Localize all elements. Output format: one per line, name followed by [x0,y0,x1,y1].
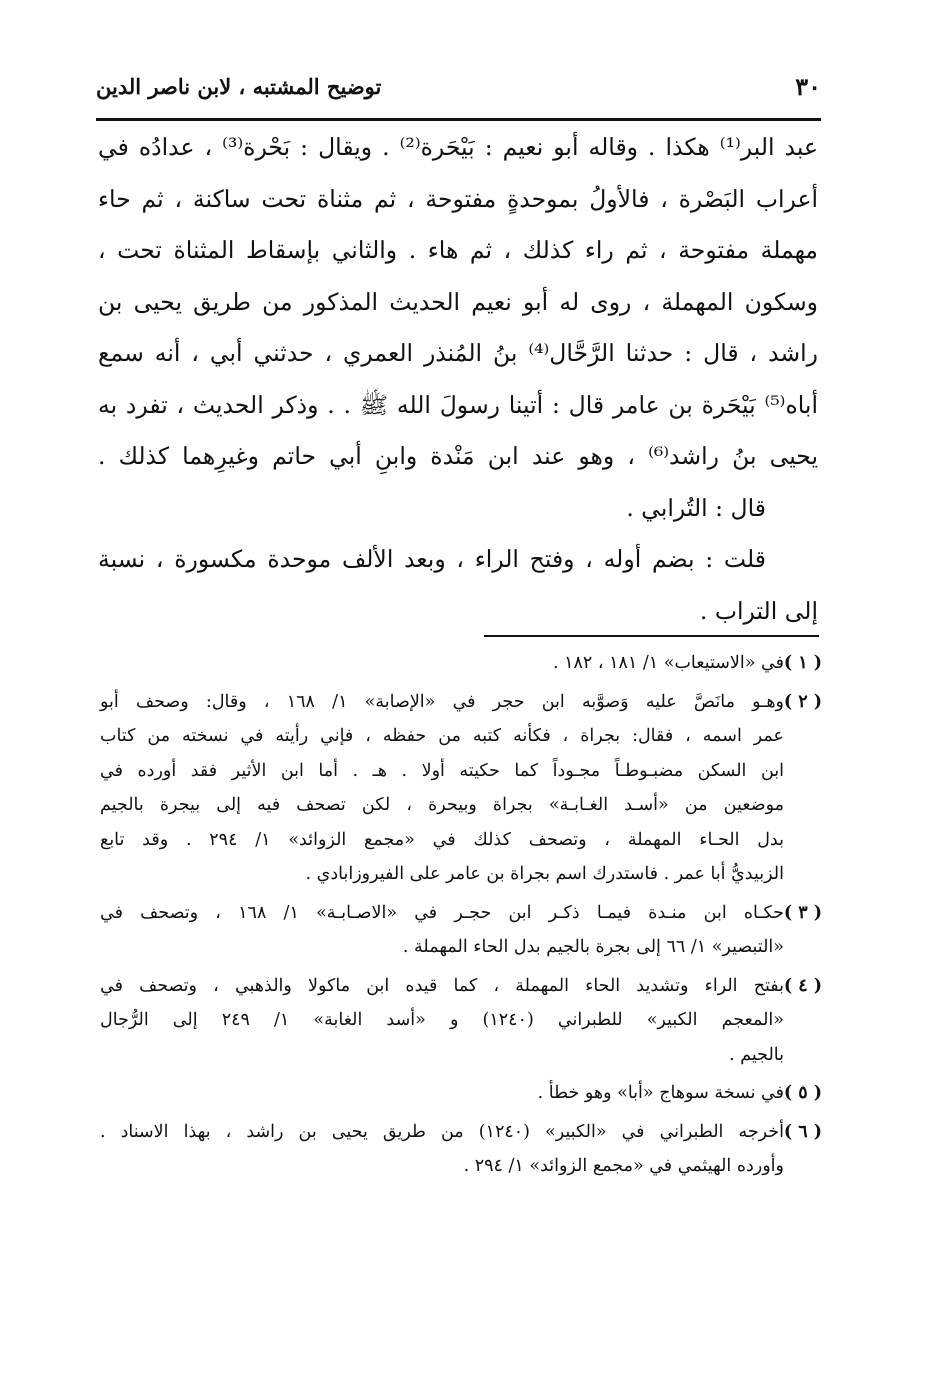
footnote-line: أخرجه الطبراني في «الكبير» (١٢٤٠) من طريق يحيى بن راشد ، بهذا الاسناد . [100,1121,784,1142]
footnotes [100,646,822,1188]
footnote-line: في «الاستيعاب» ١/ ١٨١ ، ١٨٢ . [552,653,784,673]
footnote-number: ( ٣ ) [783,902,822,923]
footnote-2 [100,685,822,892]
footnote-line: «التبصير» ١/ ٦٦ إلى بجرة بالجيم بدل الحاء المهملة . [402,937,784,957]
page-number: ٣٠ [795,72,821,101]
footnote-6 [100,1115,822,1184]
qultu-line: إلى التراب . [699,596,818,625]
footnote-1 [100,646,822,681]
footnote-line: في نسخة سوهاج «أبا» وهو خطأ . [537,1083,784,1103]
text-line: أعراب البَصْرة ، فالأولُ بموحدةٍ مفتوحة ، ثم مثناة تحت ساكنة ، ثم حاء [98,184,818,213]
text-line: وسكون المهملة ، روى له أبو نعيم الحديث المذكور من طريق يحيى بن [98,287,818,316]
text-line: عبد البر⁽¹⁾ هكذا . وقاله أبو نعيم : بَيْحَرة⁽²⁾ . ويقال : بَحْرة⁽³⁾ ، عدادُه في [98,133,819,161]
text-line: أباه⁽⁵⁾ بَيْحَرة بن عامر قال : أتينا رسولَ الله ﷺ . . وذكر الحديث ، تفرد به [98,390,818,419]
footnote-line: عمر اسمه ، فقال: بجراة ، فكأنه كتبه من حفظه ، فإني رأيته في نسخته من كتاب [100,726,784,746]
footnote-3 [100,896,822,965]
footnote-separator [484,635,819,637]
footnote-number: ( ٢ ) [783,691,822,712]
footnote-line: حكـاه ابن منـدة فيمـا ذكـر ابن حجـر في «الاصـابـة» ١/ ١٦٨ ، وتصحف في [100,902,784,923]
header-rule [96,118,821,121]
footnote-line: بدل الحـاء المهملة ، وتصحف كذلك في «مجمع الزوائد» ١/ ٢٩٤ . وقد تابع [100,829,784,850]
footnote-line: «المعجم الكبير» للطبراني (١٢٤٠) و «أسد الغابة» ١/ ٢٤٩ إلى الرُّجال [100,1010,784,1030]
text-line: راشد ، قال : حدثنا الرَّحَّال⁽⁴⁾ بنُ المُنذر العمري ، حدثني أبي ، أنه سمع [98,339,818,367]
footnote-line: وأورده الهيثمي في «مجمع الزوائد» ١/ ٢٩٤ . [463,1156,784,1176]
footnote-number: ( ١ ) [783,653,822,673]
main-text [98,122,818,637]
qultu-line: قلت : بضم أوله ، وفتح الراء ، وبعد الألف موحدة مكسورة ، نسبة [98,545,766,573]
page-header [96,68,821,112]
footnote-line: موضعين من «أسـد الغـابـة» بجراة وبيحرة ، لكن تصحف فيه إلى بيجرة بالجيم [100,795,784,815]
text-line: مهملة مفتوحة ، ثم راء كذلك ، ثم هاء . والثاني بإسقاط المثناة تحت ، [98,236,818,264]
qala-line: قال : التُرابي . [626,493,766,522]
footnote-line: بفتح الراء وتشديد الحاء المهملة ، كما قيده ابن ماكولا والذهبي ، وتصحف في [100,975,784,996]
footnote-line: ابن السكن مضبـوطـاً مجـوداً كما حكيته أولا . هـ . أما ابن الأثير فقد أورده في [100,760,784,781]
footnote-number: ( ٦ ) [783,1121,822,1142]
footnote-line: وهـو مانَصَّ عليه وَصوَّبه ابن حجر في «الإصابة» ١/ ١٦٨ ، وقال: وصحف أبو [100,691,784,712]
text-line: يحيى بنُ راشد⁽⁶⁾ ، وهو عند ابن مَنْدة وابنِ أبي حاتم وغيرِهما كذلك . [98,442,819,470]
footnote-number: ( ٥ ) [783,1083,822,1103]
footnote-line: الزبيديُّ أبا عمر . فاستدرك اسم بجراة بن عامر على الفيروزابادي . [305,864,784,884]
footnote-4 [100,969,822,1073]
footnote-number: ( ٤ ) [783,975,822,996]
running-title: توضيح المشتبه ، لابن ناصر الدين [96,74,382,99]
footnote-line: بالجيم . [729,1044,784,1065]
footnote-5 [100,1076,822,1111]
